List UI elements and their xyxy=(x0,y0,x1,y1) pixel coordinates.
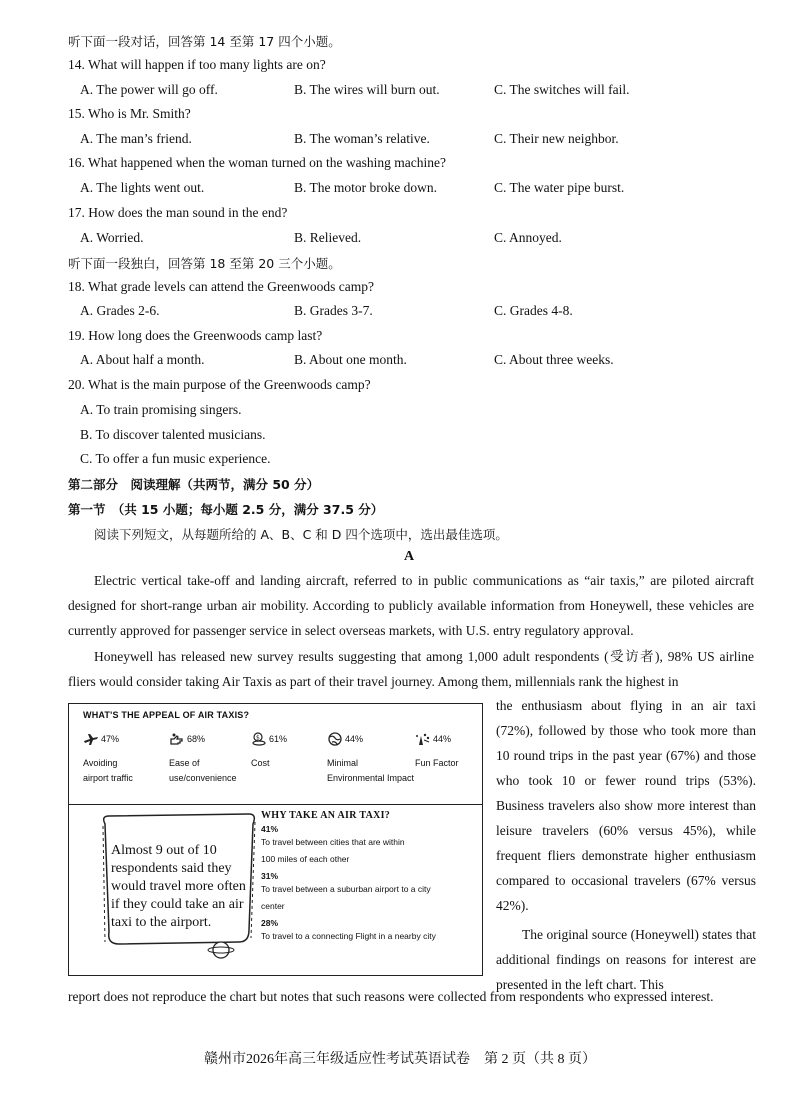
appeal-item xyxy=(169,732,259,786)
appeal-title: WHAT'S THE APPEAL OF AIR TAXIS? xyxy=(83,710,250,720)
appeal-panel xyxy=(69,704,482,805)
question-stem: 14. What will happen if too many lights are on? xyxy=(68,57,326,72)
plane-icon xyxy=(83,732,99,746)
party-icon xyxy=(415,732,431,746)
reason-text xyxy=(261,881,471,915)
paragraph-2-text: Honeywell has released new survey results suggesting that among 1,000 adult respondents (受访者), 98% US airline fliers would consider taking Air Taxis as part of their travel journey. Among them, millennials rank the highest in xyxy=(68,649,754,689)
page-footer: 赣州市2026年高三年级适应性考试英语试卷 第 2 页（共 8 页） xyxy=(204,1052,596,1067)
option-a: A. The man’s friend. xyxy=(80,131,192,146)
paragraph-1-text: Electric vertical take-off and landing aircraft, referred to in public communications as “air taxis,” are piloted aircraft designed for short-range urban air mobility. According to publicly available information from Honeywell, these vehicles are currently approved for passenger service in select overseas markets, with U.S. entry regulatory approval. xyxy=(68,573,754,638)
appeal-percent: 44% xyxy=(345,734,364,744)
option-c: C. Their new neighbor. xyxy=(494,131,619,146)
appeal-label: Fun Factor xyxy=(415,758,459,768)
option-a: A. About half a month. xyxy=(80,352,205,367)
paragraph-3-right-text: The original source (Honeywell) states that additional findings on reasons for interest are presented in the left chart. This xyxy=(496,927,756,992)
reason-percent: 41% xyxy=(261,824,279,834)
passage-label: A xyxy=(404,549,415,564)
paragraph-3-tail: report does not reproduce the chart but notes that such reasons were collected from respondents who expressed interest. xyxy=(68,989,714,1004)
instruction: 阅读下列短文，从每题所给的 A、B、C 和 D 四个选项中，选出最佳选项。 xyxy=(94,527,508,542)
reason-text-line1: To travel between cities that are within xyxy=(261,837,405,847)
option-b: B. Grades 3-7. xyxy=(294,303,373,318)
reason-text xyxy=(261,928,471,945)
question-stem: 18. What grade levels can attend the Greenwoods camp? xyxy=(68,279,375,294)
paragraph-1 xyxy=(68,568,754,643)
option-c: C. Grades 4-8. xyxy=(494,303,573,318)
appeal-label: Cost xyxy=(251,758,270,768)
option-c: C. The switches will fail. xyxy=(494,82,630,97)
section-intro-1: 听下面一段对话，回答第 14 至第 17 四个小题。 xyxy=(68,34,341,49)
question-stem: 15. Who is Mr. Smith? xyxy=(68,106,191,121)
appeal-percent: 68% xyxy=(187,734,206,744)
option-a: A. To train promising singers. xyxy=(80,402,242,417)
section-title: 第一节 （共 15 小题；每小题 2.5 分，满分 37.5 分） xyxy=(68,502,384,517)
appeal-percent: 47% xyxy=(101,734,120,744)
option-b: B. The wires will burn out. xyxy=(294,82,440,97)
question-stem: 16. What happened when the woman turned on the washing machine? xyxy=(68,155,447,170)
part-title: 第二部分 阅读理解（共两节，满分 50 分） xyxy=(68,477,320,492)
reason-text xyxy=(261,834,471,868)
option-b: B. The motor broke down. xyxy=(294,180,437,195)
question-stem: 20. What is the main purpose of the Greenwoods camp? xyxy=(68,377,371,392)
hand-icon xyxy=(169,732,185,746)
why-panel xyxy=(261,810,471,945)
option-c: C. The water pipe burst. xyxy=(494,180,625,195)
paragraph-2-continued xyxy=(496,693,756,997)
appeal-label-line2: Environmental Impact xyxy=(327,773,415,783)
question-stem: 17. How does the man sound in the end? xyxy=(68,205,288,220)
paragraph-2 xyxy=(68,644,754,694)
appeal-label: Minimal xyxy=(327,758,359,768)
svg-text:$: $ xyxy=(256,734,260,742)
reason-percent: 28% xyxy=(261,918,279,928)
reason-text-line2: center xyxy=(261,901,285,911)
option-b: B. The woman’s relative. xyxy=(294,131,430,146)
globe-icon xyxy=(327,732,343,746)
reason-text-line2: 100 miles of each other xyxy=(261,854,350,864)
scroll-text: Almost 9 out of 10 respondents said they would travel more often if they could take an air taxi to the airport. xyxy=(111,843,246,930)
appeal-item xyxy=(83,732,173,786)
reason-text-line1: To travel between a suburban airport to a city xyxy=(261,884,431,894)
appeal-label: Avoiding xyxy=(83,758,118,768)
appeal-percent: 44% xyxy=(433,734,452,744)
question-stem: 19. How long does the Greenwoods camp last? xyxy=(68,328,323,343)
why-title: WHY TAKE AN AIR TAXI? xyxy=(261,810,391,821)
option-a: A. The lights went out. xyxy=(80,180,205,195)
air-taxi-infographic xyxy=(68,703,483,976)
option-b: B. Relieved. xyxy=(294,230,362,245)
option-a: A. Worried. xyxy=(80,230,144,245)
appeal-label-line2: use/convenience xyxy=(169,773,237,783)
option-a: A. The power will go off. xyxy=(80,82,218,97)
appeal-item xyxy=(415,732,481,771)
option-b: B. About one month. xyxy=(294,352,407,367)
appeal-label: Ease of xyxy=(169,758,200,768)
coins-icon xyxy=(251,732,267,746)
option-c: C. To offer a fun music experience. xyxy=(80,451,271,466)
reason-text-line1: To travel to a connecting Flight in a nearby city xyxy=(261,931,436,941)
option-a: A. Grades 2-6. xyxy=(80,303,160,318)
paragraph-2-right-text: the enthusiasm about flying in an air taxi (72%), followed by those who took more than 10 round trips in the past year (67%) and those who took 10 or fewer round trips (53%). Business travelers also show more interest than leisure travelers (60% versus 45%), while frequent fliers demonstrate higher enthusiasm compared to occasional travelers (67% versus 42%). xyxy=(496,698,756,913)
option-c: C. Annoyed. xyxy=(494,230,562,245)
appeal-percent: 61% xyxy=(269,734,288,744)
appeal-label-line2: airport traffic xyxy=(83,773,133,783)
reason-percent: 31% xyxy=(261,871,279,881)
option-c: C. About three weeks. xyxy=(494,352,614,367)
section-intro-2: 听下面一段独白，回答第 18 至第 20 三个小题。 xyxy=(68,256,341,271)
scroll-callout xyxy=(99,816,259,956)
option-b: B. To discover talented musicians. xyxy=(80,427,266,442)
